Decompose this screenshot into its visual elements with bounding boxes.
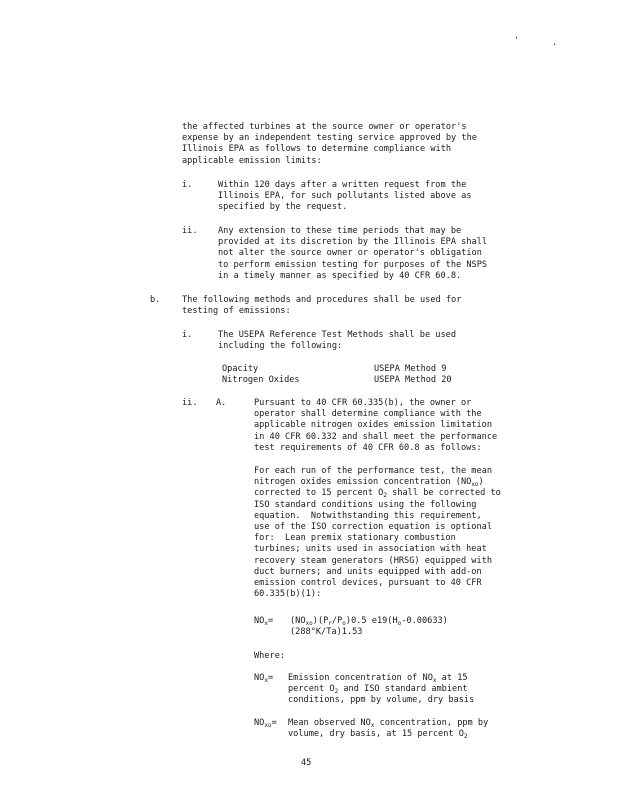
item-b-text xyxy=(182,295,461,317)
text-line: use of the ISO correction equation is optional xyxy=(254,522,492,533)
text-line: Mean observed $NO_x$ concentration, ppm by xyxy=(288,718,489,729)
text-line: Illinois EPA as follows to determine compliance with xyxy=(182,144,452,155)
equation-line: (288°K/Ta)1.53 xyxy=(290,627,363,638)
equation xyxy=(290,616,448,638)
definition-term: $NO_x=$ xyxy=(254,673,274,684)
text-line: 60.335(b)(1): xyxy=(254,589,322,600)
item-marker: ii. xyxy=(182,398,198,408)
text-line: turbines; units used in association with heat xyxy=(254,544,487,555)
equation-line: $(NO_{xo})(P_r/P_o)0.5$ $e19(H_o-0.00633)$ xyxy=(290,616,448,627)
performance-paragraph xyxy=(254,466,501,600)
text-line: For each run of the performance test, the mean xyxy=(254,466,492,476)
text-line: recovery steam generators (HRSG) equipped with xyxy=(254,555,492,566)
item-marker: ii. xyxy=(182,226,198,236)
text-line: including the following: xyxy=(218,341,343,352)
text-line: test requirements of 40 CFR 60.8 as follows: xyxy=(254,442,482,453)
text-line: in 40 CFR 60.332 and shall meet the performance xyxy=(254,431,498,442)
text-line: applicable nitrogen oxides emission limitation xyxy=(254,420,492,431)
intro-paragraph xyxy=(182,122,477,167)
text-line: ISO standard conditions using the following xyxy=(254,499,477,510)
text-line: the affected turbines at the source owner or operator's xyxy=(182,122,467,132)
text-line: The USEPA Reference Test Methods shall be used xyxy=(218,330,456,340)
text-line: operator shall determine compliance with the xyxy=(254,409,482,420)
text-line: volume, dry basis, at 15 percent $O_2$ xyxy=(288,729,468,741)
item-b-ii-text xyxy=(254,398,497,454)
corner-mark: ' xyxy=(514,36,520,46)
definition-text xyxy=(288,718,488,740)
text-line: not alter the source owner or operator's obligation xyxy=(218,248,482,259)
method-cell: USEPA Method 20 xyxy=(374,375,452,386)
method-cell: USEPA Method 9 xyxy=(374,364,447,374)
pollutant-cell: Opacity xyxy=(222,364,259,374)
text-line: to perform emission testing for purposes of the NSPS xyxy=(218,259,488,270)
text-line: Pursuant to 40 CFR 60.335(b), the owner or xyxy=(254,398,472,408)
text-line: Within 120 days after a written request from the xyxy=(218,180,467,190)
table-row xyxy=(222,375,452,386)
text-line: expense by an independent testing service approved by the xyxy=(182,133,477,144)
text-line: nitrogen oxides emission concentration $(NO_{xo})$ xyxy=(254,477,484,489)
text-line: corrected to 15 percent $O_2$ shall be corrected to xyxy=(254,488,501,500)
equation-label: $NO_x=$ xyxy=(254,616,274,627)
text-line: conditions, ppm by volume, dry basis xyxy=(288,695,475,706)
methods-table xyxy=(222,364,452,386)
definition-text xyxy=(288,673,474,707)
item-b-i-text xyxy=(218,330,456,352)
where-label: Where: xyxy=(254,651,286,661)
text-line: equation. Notwithstanding this requirement, xyxy=(254,510,482,521)
item-a-ii-text xyxy=(218,226,487,282)
corner-mark: . xyxy=(552,38,558,48)
text-line: emission control devices, pursuant to 40 CFR xyxy=(254,578,482,589)
item-a-i-text xyxy=(218,180,472,214)
text-line: Illinois EPA, for such pollutants listed above as xyxy=(218,191,472,202)
definition-term: $NO_{xo}=$ xyxy=(254,718,277,729)
text-line: Emission concentration of $NO_x$ at 15 xyxy=(288,673,468,684)
text-line: testing of emissions: xyxy=(182,306,291,317)
text-line: provided at its discretion by the Illinois EPA shall xyxy=(218,237,488,248)
text-line: applicable emission limits: xyxy=(182,155,322,166)
text-line: for: Lean premix stationary combustion xyxy=(254,533,456,544)
text-line: specified by the request. xyxy=(218,202,348,213)
text-line: Any extension to these time periods that may be xyxy=(218,226,462,236)
pollutant-cell: Nitrogen Oxides xyxy=(222,375,300,386)
text-line: in a timely manner as specified by 40 CFR 60.8. xyxy=(218,270,462,281)
page-number: 45 xyxy=(301,758,312,768)
item-marker: i. xyxy=(182,180,193,190)
text-line: percent $O_2$ and ISO standard ambient xyxy=(288,684,468,696)
table-row xyxy=(222,364,452,375)
item-marker: i. xyxy=(182,330,193,340)
item-marker: b. xyxy=(150,295,161,305)
text-line: The following methods and procedures shall be used for xyxy=(182,295,462,305)
text-line: duct burners; and units equipped with add-on xyxy=(254,566,482,577)
sub-item-marker: A. xyxy=(216,398,227,408)
